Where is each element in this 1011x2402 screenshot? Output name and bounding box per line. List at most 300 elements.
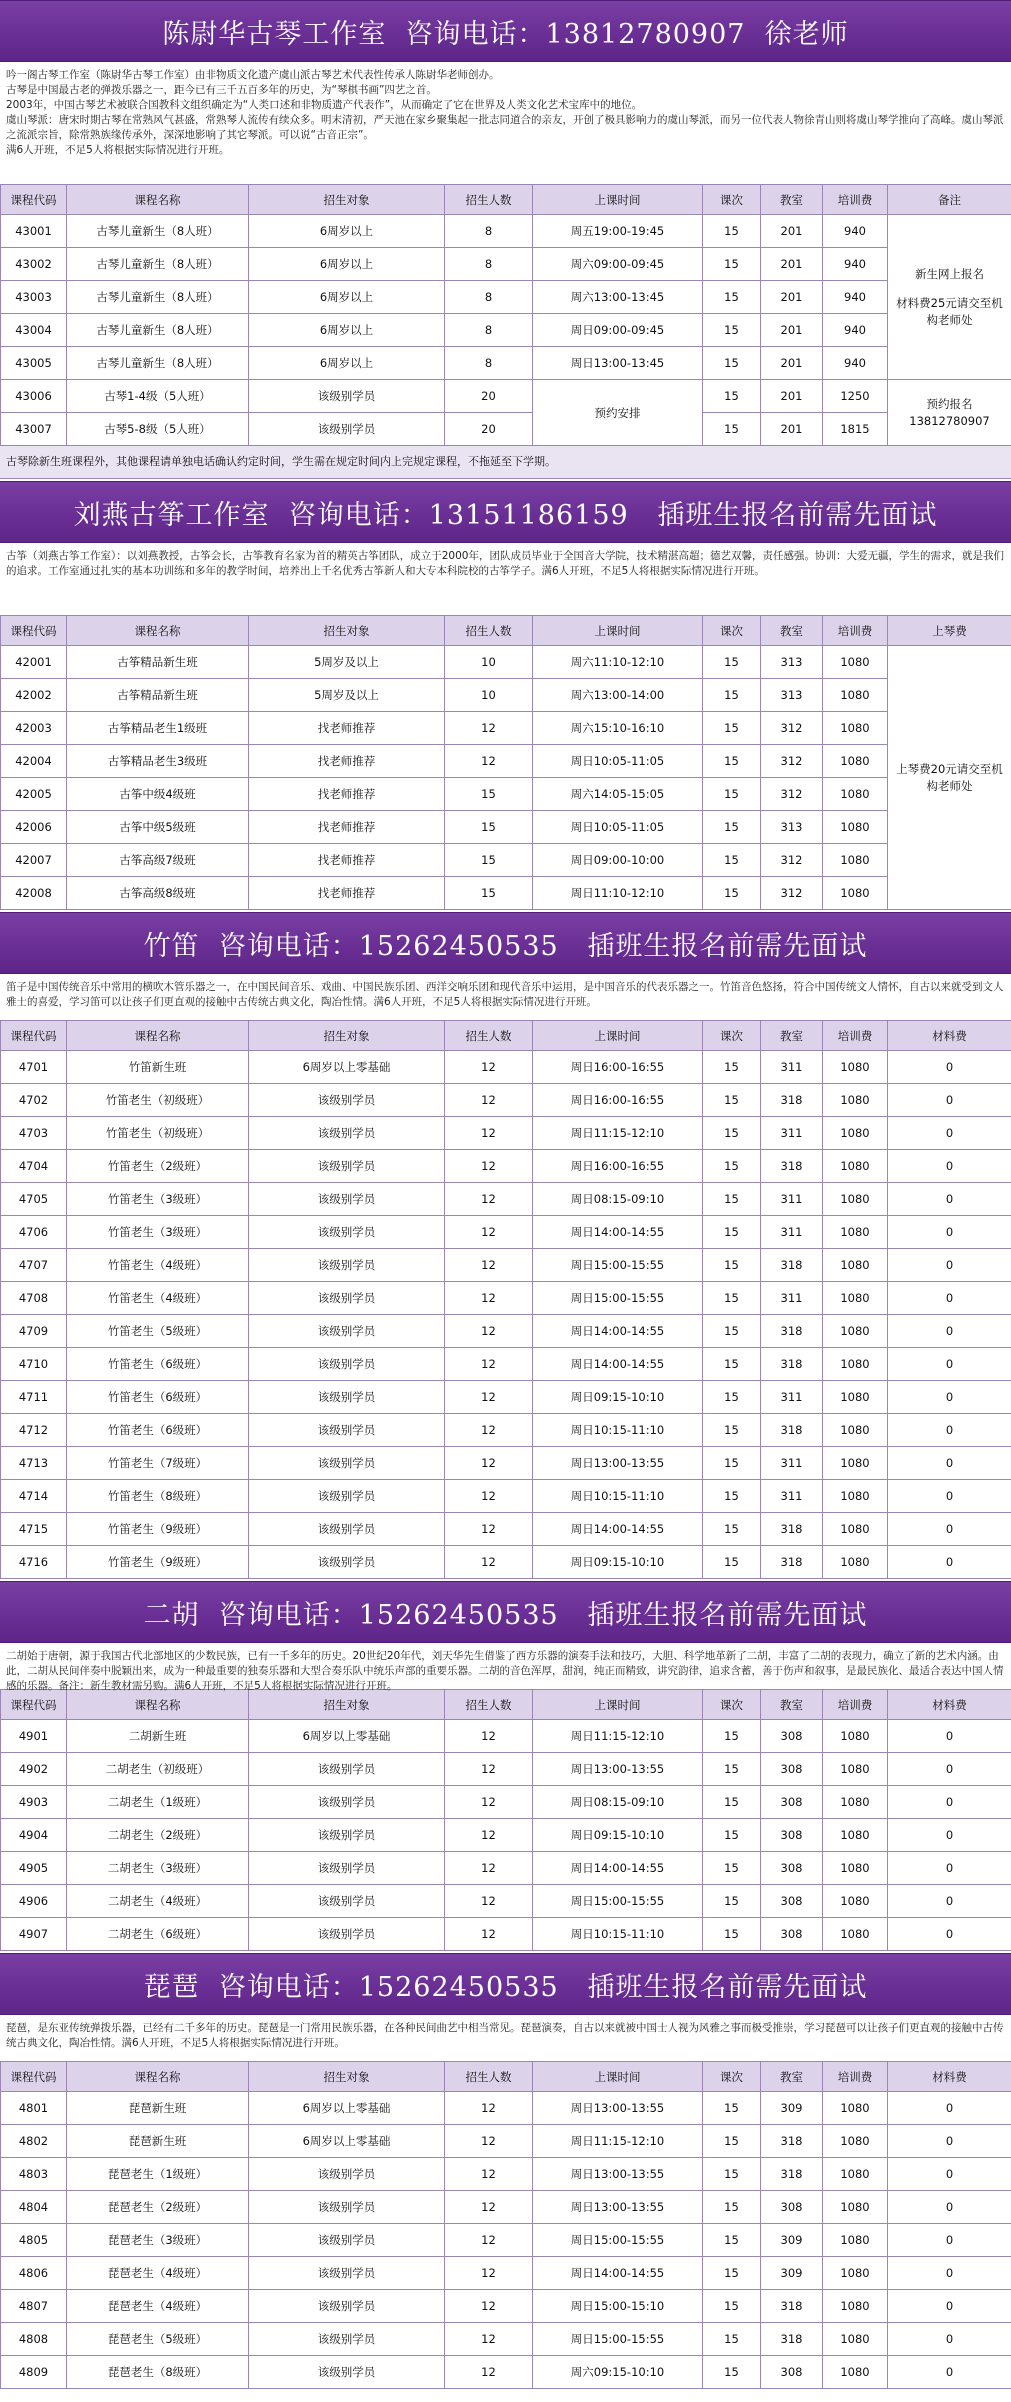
course-code: 42008 <box>1 877 67 910</box>
course-name: 古琴5-8级（5人班） <box>67 413 249 446</box>
course-code: 4714 <box>1 1480 67 1513</box>
table-row <box>1 712 1011 745</box>
class-time: 周六14:05-15:05 <box>533 778 703 811</box>
table-row <box>1 1447 1011 1480</box>
fee: 1080 <box>823 712 888 745</box>
header-cell: 材料费 <box>888 1690 1011 1720</box>
material-fee: 0 <box>888 1381 1011 1414</box>
table-row <box>1 347 1011 380</box>
remark-line: 材料费25元请交至机构老师处 <box>896 295 1003 327</box>
fee: 1080 <box>823 1150 888 1183</box>
table-row <box>1 1918 1011 1951</box>
course-name: 竹笛老生（2级班） <box>67 1150 249 1183</box>
class-time: 周日13:00-13:55 <box>533 2158 703 2191</box>
table-row <box>1 2257 1011 2290</box>
remarks-cell: 预约报名13812780907 <box>888 380 1011 446</box>
sessions: 15 <box>703 844 761 877</box>
sessions: 15 <box>703 1885 761 1918</box>
header-cell: 上课时间 <box>533 1690 703 1720</box>
guqin-table <box>0 184 1011 446</box>
course-name: 竹笛老生（初级班） <box>67 1084 249 1117</box>
header-cell: 课程代码 <box>1 616 67 646</box>
guzheng-banner: 刘燕古筝工作室 咨询电话：13151186159 插班生报名前需先面试 <box>0 481 1011 543</box>
header-cell: 课程名称 <box>67 1021 249 1051</box>
header-cell: 教室 <box>761 2062 823 2092</box>
course-code: 4708 <box>1 1282 67 1315</box>
pipa-rows <box>1 2092 1011 2389</box>
material-fee: 0 <box>888 1051 1011 1084</box>
target-students: 找老师推荐 <box>249 844 445 877</box>
guqin-intro <box>0 62 1011 184</box>
enrollment: 12 <box>445 1183 533 1216</box>
sessions: 15 <box>703 1480 761 1513</box>
material-fee: 0 <box>888 1117 1011 1150</box>
fee: 1080 <box>823 2092 888 2125</box>
material-fee: 0 <box>888 1480 1011 1513</box>
course-code: 42007 <box>1 844 67 877</box>
enrollment: 12 <box>445 1051 533 1084</box>
material-fee: 0 <box>888 2125 1011 2158</box>
header-cell: 材料费 <box>888 1021 1011 1051</box>
course-code: 4806 <box>1 2257 67 2290</box>
material-fee: 0 <box>888 2323 1011 2356</box>
dizi-rows <box>1 1051 1011 1579</box>
course-name: 二胡新生班 <box>67 1720 249 1753</box>
class-time: 周五19:00-19:45 <box>533 215 703 248</box>
erhu-banner: 二胡 咨询电话：15262450535 插班生报名前需先面试 <box>0 1581 1011 1643</box>
sessions: 15 <box>703 1753 761 1786</box>
course-code: 43003 <box>1 281 67 314</box>
header-cell: 招生对象 <box>249 1021 445 1051</box>
classroom: 318 <box>761 1513 823 1546</box>
enrollment: 12 <box>445 2257 533 2290</box>
enrollment: 15 <box>445 844 533 877</box>
header-cell: 上课时间 <box>533 616 703 646</box>
sessions: 15 <box>703 2092 761 2125</box>
guzheng-section <box>0 481 1011 910</box>
enrollment: 12 <box>445 1084 533 1117</box>
target-students: 该级别学员 <box>249 2224 445 2257</box>
course-code: 42001 <box>1 646 67 679</box>
fee: 1080 <box>823 1348 888 1381</box>
course-code: 4904 <box>1 1819 67 1852</box>
class-time: 周日16:00-16:55 <box>533 1084 703 1117</box>
enrollment: 12 <box>445 1447 533 1480</box>
fee: 1080 <box>823 1852 888 1885</box>
fee: 1080 <box>823 877 888 910</box>
course-code: 42005 <box>1 778 67 811</box>
class-time: 周日09:00-10:00 <box>533 844 703 877</box>
table-row <box>1 1084 1011 1117</box>
guqin-intro-line: 古琴是中国最古老的弹拨乐器之一，距今已有三千五百多年的历史，为“琴棋书画”四艺之首。 <box>6 84 437 96</box>
target-students: 6周岁以上零基础 <box>249 1720 445 1753</box>
course-code: 4705 <box>1 1183 67 1216</box>
course-code: 42006 <box>1 811 67 844</box>
sessions: 15 <box>703 2224 761 2257</box>
table-row <box>1 2290 1011 2323</box>
sessions: 15 <box>703 2290 761 2323</box>
guqin-intro-line: 吟一阁古琴工作室（陈尉华古琴工作室）由非物质文化遗产虞山派古琴艺术代表性传承人陈尉华老师创办。 <box>6 69 500 81</box>
guqin-section <box>0 0 1011 479</box>
classroom: 308 <box>761 1852 823 1885</box>
table-row <box>1 1282 1011 1315</box>
enrollment: 12 <box>445 1216 533 1249</box>
classroom: 313 <box>761 811 823 844</box>
target-students: 该级别学员 <box>249 413 445 446</box>
course-name: 古筝高级7级班 <box>67 844 249 877</box>
classroom: 318 <box>761 2290 823 2323</box>
table-row <box>1 314 1011 347</box>
target-students: 该级别学员 <box>249 1786 445 1819</box>
material-fee: 0 <box>888 1183 1011 1216</box>
remarks-cell <box>888 215 1011 380</box>
classroom: 201 <box>761 413 823 446</box>
sessions: 15 <box>703 1117 761 1150</box>
table-row <box>1 844 1011 877</box>
table-row <box>1 248 1011 281</box>
target-students: 5周岁及以上 <box>249 646 445 679</box>
class-time: 周日11:15-12:10 <box>533 1117 703 1150</box>
class-time: 周日14:00-14:55 <box>533 2257 703 2290</box>
fee: 1080 <box>823 2323 888 2356</box>
class-time: 周日15:00-15:55 <box>533 2224 703 2257</box>
fee: 1080 <box>823 1786 888 1819</box>
table-row <box>1 1249 1011 1282</box>
target-students: 该级别学员 <box>249 1513 445 1546</box>
table-row <box>1 2356 1011 2389</box>
fee: 1080 <box>823 1282 888 1315</box>
table-row <box>1 1513 1011 1546</box>
class-time: 周日10:15-11:10 <box>533 1414 703 1447</box>
material-fee: 0 <box>888 1786 1011 1819</box>
enrollment: 12 <box>445 1513 533 1546</box>
course-code: 4716 <box>1 1546 67 1579</box>
guqin-intro-line: 虞山琴派：唐宋时期古琴在常熟风气甚盛，常熟琴人流传有续众多。明末清初，严天池在家乡聚集起一批志同道合的亲友，开创了极具影响力的虞山琴派，而另一位代表人物徐青山则将虞山琴学推向了高峰。虞山琴派之流派宗旨，除常熟族缘传承外，深深地影响了其它琴派。可以说“古音正宗”。 <box>6 114 1004 141</box>
course-name: 琵琶老生（4级班） <box>67 2290 249 2323</box>
target-students: 该级别学员 <box>249 1183 445 1216</box>
course-code: 43002 <box>1 248 67 281</box>
class-time: 周日13:00-13:45 <box>533 347 703 380</box>
fee: 1080 <box>823 2224 888 2257</box>
table-row <box>1 2323 1011 2356</box>
classroom: 201 <box>761 314 823 347</box>
class-time: 周日15:00-15:55 <box>533 1885 703 1918</box>
classroom: 311 <box>761 1117 823 1150</box>
material-fee: 0 <box>888 1819 1011 1852</box>
course-name: 琵琶老生（8级班） <box>67 2356 249 2389</box>
target-students: 6周岁以上零基础 <box>249 2092 445 2125</box>
target-students: 该级别学员 <box>249 1918 445 1951</box>
class-time: 周日15:00-15:10 <box>533 2290 703 2323</box>
course-code: 42004 <box>1 745 67 778</box>
header-cell: 课程名称 <box>67 185 249 215</box>
table-row <box>1 1819 1011 1852</box>
course-name: 竹笛老生（初级班） <box>67 1117 249 1150</box>
course-name: 二胡老生（3级班） <box>67 1852 249 1885</box>
enrollment: 15 <box>445 877 533 910</box>
material-fee: 0 <box>888 1348 1011 1381</box>
header-cell: 招生人数 <box>445 185 533 215</box>
header-cell: 招生对象 <box>249 1690 445 1720</box>
table-row <box>1 1150 1011 1183</box>
dizi-banner: 竹笛 咨询电话：15262450535 插班生报名前需先面试 <box>0 912 1011 974</box>
class-time: 周日08:15-09:10 <box>533 1183 703 1216</box>
classroom: 308 <box>761 1918 823 1951</box>
fee: 940 <box>823 248 888 281</box>
header-cell: 课次 <box>703 616 761 646</box>
sessions: 15 <box>703 745 761 778</box>
header-cell: 课次 <box>703 1021 761 1051</box>
enrollment: 12 <box>445 1885 533 1918</box>
material-fee: 0 <box>888 1720 1011 1753</box>
material-fee: 0 <box>888 2191 1011 2224</box>
course-code: 4808 <box>1 2323 67 2356</box>
enrollment: 8 <box>445 281 533 314</box>
course-name: 琵琶老生（5级班） <box>67 2323 249 2356</box>
enrollment: 8 <box>445 248 533 281</box>
course-name: 竹笛老生（4级班） <box>67 1282 249 1315</box>
enrollment: 15 <box>445 778 533 811</box>
table-row <box>1 1720 1011 1753</box>
table-row <box>1 679 1011 712</box>
enrollment: 12 <box>445 1852 533 1885</box>
course-code: 43005 <box>1 347 67 380</box>
material-fee: 0 <box>888 1852 1011 1885</box>
enrollment: 12 <box>445 1249 533 1282</box>
classroom: 318 <box>761 1414 823 1447</box>
target-students: 该级别学员 <box>249 2356 445 2389</box>
sessions: 15 <box>703 646 761 679</box>
sessions: 15 <box>703 347 761 380</box>
target-students: 该级别学员 <box>249 1150 445 1183</box>
target-students: 6周岁以上零基础 <box>249 1051 445 1084</box>
sessions: 15 <box>703 1786 761 1819</box>
course-name: 琵琶老生（3级班） <box>67 2224 249 2257</box>
sessions: 15 <box>703 1852 761 1885</box>
table-header-row <box>1 2062 1011 2092</box>
target-students: 找老师推荐 <box>249 712 445 745</box>
header-cell: 教室 <box>761 1690 823 1720</box>
classroom: 312 <box>761 778 823 811</box>
class-time: 周六13:00-14:00 <box>533 679 703 712</box>
target-students: 该级别学员 <box>249 1480 445 1513</box>
fee: 940 <box>823 314 888 347</box>
table-row <box>1 1348 1011 1381</box>
table-row <box>1 413 1011 446</box>
classroom: 318 <box>761 2158 823 2191</box>
target-students: 该级别学员 <box>249 1315 445 1348</box>
classroom: 308 <box>761 2356 823 2389</box>
sessions: 15 <box>703 679 761 712</box>
course-code: 4901 <box>1 1720 67 1753</box>
course-code: 4709 <box>1 1315 67 1348</box>
class-time: 周日09:15-10:10 <box>533 1819 703 1852</box>
class-time: 周日11:10-12:10 <box>533 877 703 910</box>
course-code: 4902 <box>1 1753 67 1786</box>
classroom: 311 <box>761 1381 823 1414</box>
classroom: 318 <box>761 1084 823 1117</box>
enrollment: 12 <box>445 1117 533 1150</box>
fee: 940 <box>823 347 888 380</box>
course-code: 4804 <box>1 2191 67 2224</box>
header-cell: 培训费 <box>823 185 888 215</box>
class-time: 周六11:10-12:10 <box>533 646 703 679</box>
sessions: 15 <box>703 2323 761 2356</box>
fee: 1080 <box>823 844 888 877</box>
enrollment: 12 <box>445 1315 533 1348</box>
material-fee: 0 <box>888 2224 1011 2257</box>
course-code: 43004 <box>1 314 67 347</box>
enrollment: 12 <box>445 1282 533 1315</box>
class-time: 周六09:00-09:45 <box>533 248 703 281</box>
target-students: 该级别学员 <box>249 2191 445 2224</box>
enrollment: 12 <box>445 1786 533 1819</box>
material-fee: 0 <box>888 1216 1011 1249</box>
sessions: 15 <box>703 2125 761 2158</box>
classroom: 313 <box>761 679 823 712</box>
class-time: 周日10:05-11:05 <box>533 811 703 844</box>
header-cell: 招生人数 <box>445 2062 533 2092</box>
fee: 1080 <box>823 1084 888 1117</box>
class-time: 周日10:15-11:10 <box>533 1918 703 1951</box>
class-time: 周日14:00-14:55 <box>533 1315 703 1348</box>
target-students: 找老师推荐 <box>249 877 445 910</box>
fee: 1080 <box>823 1753 888 1786</box>
sessions: 15 <box>703 1084 761 1117</box>
header-cell: 培训费 <box>823 616 888 646</box>
course-code: 43001 <box>1 215 67 248</box>
header-cell: 教室 <box>761 1021 823 1051</box>
table-row <box>1 1885 1011 1918</box>
fee: 1080 <box>823 1216 888 1249</box>
target-students: 6周岁以上 <box>249 215 445 248</box>
course-code: 43007 <box>1 413 67 446</box>
enrollment: 12 <box>445 1819 533 1852</box>
course-name: 竹笛老生（7级班） <box>67 1447 249 1480</box>
class-time: 周日13:00-13:55 <box>533 1447 703 1480</box>
fee: 940 <box>823 281 888 314</box>
fee: 1080 <box>823 1051 888 1084</box>
classroom: 312 <box>761 745 823 778</box>
sessions: 15 <box>703 1414 761 1447</box>
class-time: 周日10:05-11:05 <box>533 745 703 778</box>
table-row <box>1 2092 1011 2125</box>
fee: 1080 <box>823 1381 888 1414</box>
fee: 1080 <box>823 2257 888 2290</box>
fee: 1080 <box>823 811 888 844</box>
material-fee: 0 <box>888 1282 1011 1315</box>
guzheng-table <box>0 615 1011 910</box>
fee: 1080 <box>823 1480 888 1513</box>
header-cell: 课程代码 <box>1 2062 67 2092</box>
fee: 1080 <box>823 1720 888 1753</box>
guqin-intro-line: 满6人开班，不足5人将根据实际情况进行开班。 <box>6 144 230 156</box>
material-fee: 0 <box>888 2356 1011 2389</box>
sessions: 15 <box>703 2191 761 2224</box>
pipa-table <box>0 2061 1011 2389</box>
sessions: 15 <box>703 281 761 314</box>
classroom: 318 <box>761 2125 823 2158</box>
material-fee: 0 <box>888 1885 1011 1918</box>
enrollment: 20 <box>445 413 533 446</box>
course-name: 古筝精品新生班 <box>67 679 249 712</box>
class-time: 周六15:10-16:10 <box>533 712 703 745</box>
sessions: 15 <box>703 1918 761 1951</box>
classroom: 318 <box>761 2323 823 2356</box>
fee: 1815 <box>823 413 888 446</box>
fee: 1080 <box>823 2191 888 2224</box>
material-fee: 0 <box>888 1753 1011 1786</box>
fee: 940 <box>823 215 888 248</box>
sessions: 15 <box>703 1720 761 1753</box>
course-name: 古筝精品老生1级班 <box>67 712 249 745</box>
class-time: 周日14:00-14:55 <box>533 1348 703 1381</box>
fee: 1080 <box>823 1249 888 1282</box>
enrollment: 12 <box>445 2158 533 2191</box>
table-row <box>1 2125 1011 2158</box>
class-time: 周日16:00-16:55 <box>533 1051 703 1084</box>
sessions: 15 <box>703 877 761 910</box>
classroom: 311 <box>761 1447 823 1480</box>
class-time: 周日14:00-14:55 <box>533 1852 703 1885</box>
target-students: 该级别学员 <box>249 1282 445 1315</box>
header-cell: 招生人数 <box>445 616 533 646</box>
header-cell: 课程代码 <box>1 185 67 215</box>
sessions: 15 <box>703 811 761 844</box>
course-code: 4906 <box>1 1885 67 1918</box>
course-code: 4809 <box>1 2356 67 2389</box>
classroom: 308 <box>761 2191 823 2224</box>
enrollment: 12 <box>445 2290 533 2323</box>
classroom: 201 <box>761 281 823 314</box>
course-code: 4713 <box>1 1447 67 1480</box>
dizi-section <box>0 912 1011 1579</box>
pipa-banner: 琵琶 咨询电话：15262450535 插班生报名前需先面试 <box>0 1953 1011 2015</box>
fee: 1080 <box>823 646 888 679</box>
classroom: 311 <box>761 1216 823 1249</box>
classroom: 318 <box>761 1546 823 1579</box>
class-time: 周六13:00-13:45 <box>533 281 703 314</box>
enrollment: 12 <box>445 1720 533 1753</box>
class-time: 预约安排 <box>533 380 703 446</box>
erhu-intro: 二胡始于唐朝，源于我国古代北部地区的少数民族，已有一千多年的历史。20世纪20年代，刘天华先生借鉴了西方乐器的演奏手法和技巧，大胆、科学地革新了二胡，丰富了二胡的表现力，确立了新的艺术内涵。由此，二胡从民间伴奏中脱颖出来，成为一种最重要的独奏乐器和大型合奏乐队中统乐声部的重要乐器。二胡的音色浑厚，甜润，纯正而精致，讲究韵律，追求含蓄，善于伤声和叙事，是最民族化、最适合表达中国人情感的乐器。备注：新生教材需另购。满6人开班，不足5人将根据实际情况进行开班。 <box>0 1643 1011 1689</box>
course-name: 二胡老生（6级班） <box>67 1918 249 1951</box>
fee: 1080 <box>823 1183 888 1216</box>
classroom: 309 <box>761 2224 823 2257</box>
classroom: 318 <box>761 1249 823 1282</box>
classroom: 201 <box>761 380 823 413</box>
sessions: 15 <box>703 1315 761 1348</box>
course-name: 竹笛老生（3级班） <box>67 1216 249 1249</box>
header-cell: 招生对象 <box>249 2062 445 2092</box>
table-header-row <box>1 1021 1011 1051</box>
table-row <box>1 1546 1011 1579</box>
enrollment: 12 <box>445 2356 533 2389</box>
table-row <box>1 1786 1011 1819</box>
classroom: 311 <box>761 1480 823 1513</box>
class-time: 周日09:15-10:10 <box>533 1546 703 1579</box>
enrollment: 12 <box>445 745 533 778</box>
sessions: 15 <box>703 2356 761 2389</box>
sessions: 15 <box>703 1249 761 1282</box>
course-name: 竹笛老生（3级班） <box>67 1183 249 1216</box>
enrollment: 20 <box>445 380 533 413</box>
table-row <box>1 778 1011 811</box>
pipa-section <box>0 1953 1011 2389</box>
classroom: 318 <box>761 1150 823 1183</box>
header-cell: 招生人数 <box>445 1690 533 1720</box>
erhu-section <box>0 1581 1011 1951</box>
